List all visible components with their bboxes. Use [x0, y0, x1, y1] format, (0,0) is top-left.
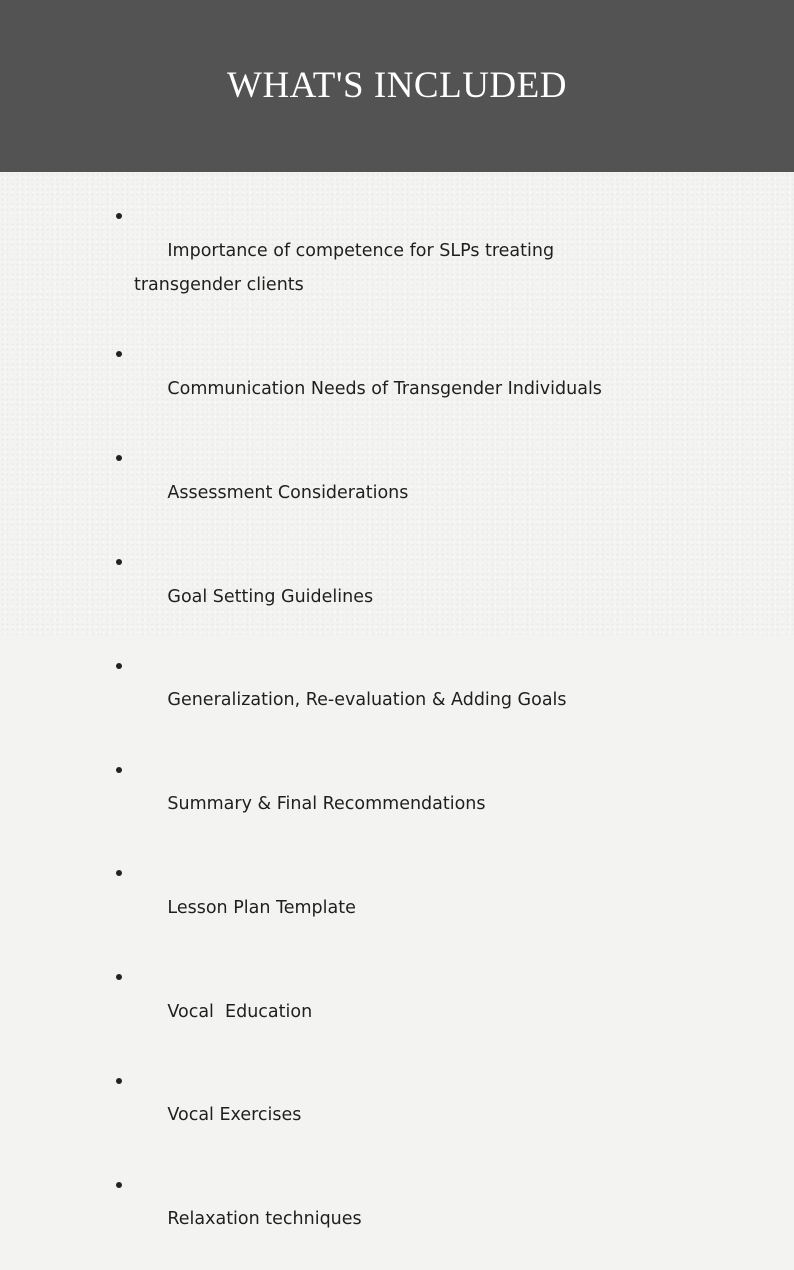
list-item-text: Summary & Final Recommendations [167, 794, 486, 815]
list-item [116, 960, 656, 1064]
list-item-text: Vocal Exercises [167, 1105, 302, 1126]
list-item [116, 1064, 656, 1168]
list-item-text: Vocal Education [167, 1001, 313, 1022]
included-items-list [116, 199, 656, 1270]
bullet-icon [116, 559, 122, 565]
list-item [116, 545, 656, 649]
header-banner [0, 0, 794, 172]
list-item-text: Assessment Considerations [167, 482, 409, 503]
bullet-icon [116, 455, 122, 461]
list-item-text: Generalization, Re-evaluation & Adding Goals [167, 690, 567, 711]
list-item-text: Goal Setting Guidelines [167, 586, 374, 607]
bullet-icon [116, 213, 122, 219]
bullet-icon [116, 351, 122, 357]
list-item [116, 337, 656, 441]
bullet-icon [116, 870, 122, 876]
bullet-icon [116, 974, 122, 980]
bullet-icon [116, 1078, 122, 1084]
list-item [116, 753, 656, 857]
bullet-icon [116, 1182, 122, 1188]
list-item [116, 856, 656, 960]
bullet-icon [116, 663, 122, 669]
list-item-text: Relaxation techniques [167, 1209, 362, 1230]
list-item [116, 441, 656, 545]
bullet-icon [116, 767, 122, 773]
list-item-text: Importance of competence for SLPs treating transgender clients [134, 240, 560, 296]
list-item-text: Lesson Plan Template [167, 897, 356, 918]
list-item [116, 1168, 656, 1270]
content-area [0, 172, 794, 1230]
list-item [116, 199, 656, 337]
list-item-text: Communication Needs of Transgender Individuals [167, 378, 602, 399]
list-item [116, 649, 656, 753]
page-title: WHAT'S INCLUDED [227, 65, 567, 106]
